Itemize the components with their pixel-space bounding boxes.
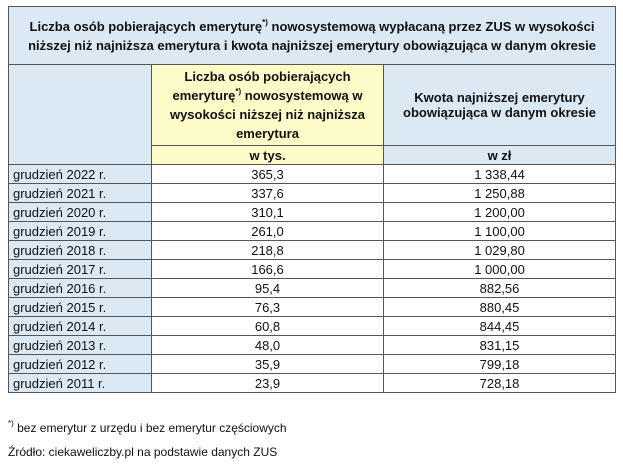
row-label: grudzień 2014 r. [9,317,152,336]
table-title-main: Liczba osób pobierających emeryturę [29,18,263,34]
table-row [9,184,616,203]
row-label: grudzień 2018 r. [9,241,152,260]
table-row [9,241,616,260]
table-title [9,7,616,65]
col-header-count-b: nowosystemową w wysokości niższej niż najniższa emerytura [169,88,366,141]
row-count: 23,9 [152,374,384,393]
unit-count: w tys. [152,146,384,165]
col-header-count [152,65,384,146]
table-row [9,222,616,241]
row-amount: 844,45 [384,317,616,336]
row-amount: 1 250,88 [384,184,616,203]
table-row [9,355,616,374]
row-label: grudzień 2015 r. [9,298,152,317]
table-row [9,203,616,222]
table-row [9,260,616,279]
row-amount: 1 100,00 [384,222,616,241]
row-label: grudzień 2022 r. [9,165,152,184]
row-count: 337,6 [152,184,384,203]
row-amount: 728,18 [384,374,616,393]
row-count: 218,8 [152,241,384,260]
row-label: grudzień 2016 r. [9,279,152,298]
row-label: grudzień 2021 r. [9,184,152,203]
row-amount: 1 029,80 [384,241,616,260]
row-count: 95,4 [152,279,384,298]
row-label: grudzień 2019 r. [9,222,152,241]
table-title-rest: nowosystemową wypłacaną przez ZUS w wysokości niższej niż najniższa emerytura i kwota najniższej emerytury obowiązująca w danym okresie [28,18,596,53]
row-label: grudzień 2017 r. [9,260,152,279]
row-amount: 799,18 [384,355,616,374]
table-row [9,374,616,393]
col-header-count-a: Liczba osób pobierających emeryturę [172,69,351,103]
row-amount: 1 000,00 [384,260,616,279]
unit-amount: w zł [384,146,616,165]
table-body [9,165,616,393]
row-count: 166,6 [152,260,384,279]
row-amount: 882,56 [384,279,616,298]
footnote-text: bez emerytur z urzędu i bez emerytur częściowych [13,421,287,435]
row-count: 48,0 [152,336,384,355]
table-row [9,279,616,298]
row-count: 76,3 [152,298,384,317]
footnote-mark: *) [8,419,14,428]
title-row [9,7,616,65]
row-label: grudzień 2013 r. [9,336,152,355]
row-label: grudzień 2011 r. [9,374,152,393]
row-label: grudzień 2020 r. [9,203,152,222]
source-note: Źródło: ciekaweliczby.pl na podstawie danych ZUS [8,445,278,459]
row-count: 261,0 [152,222,384,241]
row-count: 60,8 [152,317,384,336]
table-row [9,317,616,336]
row-count: 365,3 [152,165,384,184]
row-amount: 1 200,00 [384,203,616,222]
col-header-footnote-mark: *) [235,87,242,96]
row-amount: 1 338,44 [384,165,616,184]
row-amount: 831,15 [384,336,616,355]
table-title-footnote-mark: *) [262,17,268,27]
pension-table [8,6,616,393]
header-row [9,65,616,146]
col-header-amount: Kwota najniższej emerytury obowiązująca w danym okresie [384,65,616,146]
row-count: 35,9 [152,355,384,374]
header-blank-cell [9,65,152,165]
table-row [9,165,616,184]
row-count: 310,1 [152,203,384,222]
footnote [8,421,287,435]
row-amount: 880,45 [384,298,616,317]
table-row [9,298,616,317]
row-label: grudzień 2012 r. [9,355,152,374]
table-row [9,336,616,355]
